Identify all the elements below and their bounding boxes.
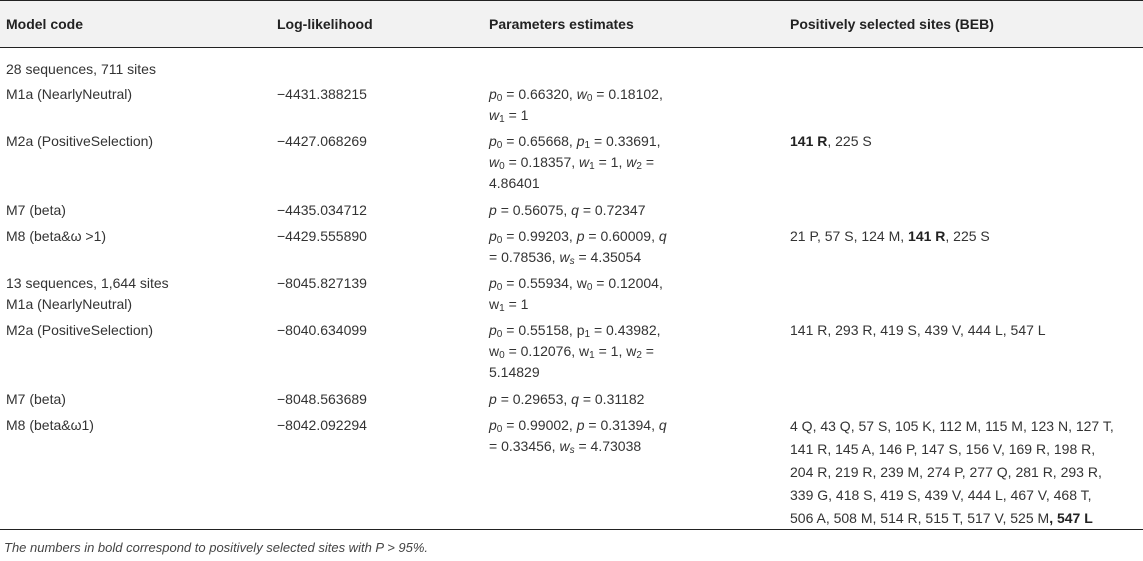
table-cell-ll: −4435.034712 bbox=[277, 202, 367, 218]
table-cell-params: $p_0 = 0.99002$, p = 0.31394, q = 0.33456, $w_s = 4.73038$ bbox=[489, 417, 667, 456]
table-cell-sites: 141 R, 293 R, 419 S, 439 V, 444 L, 547 L bbox=[790, 322, 1046, 338]
table-cell-model: M8 (beta&ω1) bbox=[6, 417, 94, 433]
table-cell-params: p = 0.56075, q = 0.72347 bbox=[489, 202, 646, 218]
header-sites: Positively selected sites (BEB) bbox=[790, 16, 994, 32]
table-cell-ll: −8045.827139 bbox=[277, 275, 367, 291]
header-model-code: Model code bbox=[6, 16, 84, 32]
group-label: 13 sequences, 1,644 sites bbox=[6, 275, 169, 291]
table-cell-ll: −8048.563689 bbox=[277, 391, 367, 407]
header-log-likelihood: Log-likelihood bbox=[277, 16, 373, 32]
table-cell-sites: 21 P, 57 S, 124 M, 141 R, 225 S bbox=[790, 228, 990, 244]
table-bottom-rule bbox=[0, 529, 1143, 530]
table-cell-model: M7 (beta) bbox=[6, 202, 66, 218]
table-header bbox=[0, 0, 1143, 48]
table-cell-ll: −8042.092294 bbox=[277, 417, 367, 433]
table-cell-ll: −8040.634099 bbox=[277, 322, 367, 338]
table-cell-model: M2a (PositiveSelection) bbox=[6, 322, 154, 338]
group-label: 28 sequences, 711 sites bbox=[6, 61, 156, 77]
table-cell-model: M1a (NearlyNeutral) bbox=[6, 86, 133, 102]
table-cell-params: p = 0.29653, q = 0.31182 bbox=[489, 391, 645, 407]
table-cell-params: $p_0 = 0.55934$, $w_0 = 0.12004$, $w_1 = 1$ bbox=[489, 275, 663, 314]
table-cell-ll: −4429.555890 bbox=[277, 228, 367, 244]
table-footnote: The numbers in bold correspond to positively selected sites with P > 95%. bbox=[4, 540, 429, 555]
table-cell-params: $p_0 = 0.55158$, $p_1 = 0.43982$, $w_0 = 0.12076$, $w_1 = 1$, $w_2$ = 5.14829 bbox=[489, 322, 661, 380]
table-cell-ll: −4431.388215 bbox=[277, 86, 367, 102]
table-cell-model: M8 (beta&ω >1) bbox=[6, 228, 107, 244]
table-cell-model: M2a (PositiveSelection) bbox=[6, 133, 154, 149]
table-cell-sites: 4 Q, 43 Q, 57 S, 105 K, 112 M, 115 M, 123 N, 127 T, 141 R, 145 A, 146 P, 147 S, 156 V, 169 R, 198 R, 204 R, 219 R, 239 M, 274 P, 277 Q, 281 R, 293 R, 339 G, 418 S, 419 S, 439 V, 444 L, 467 V, 468 T, 506 A, 508 M, 514 R, 515 T, 517 V, 525 M, 547 L bbox=[790, 418, 1114, 526]
table-cell-ll: −4427.068269 bbox=[277, 133, 367, 149]
table-cell-sites: 141 R, 225 S bbox=[790, 133, 872, 149]
table-cell-params: $p_0 = 0.66320$, $w_0 = 0.18102$, $w_1 = 1$ bbox=[489, 86, 663, 125]
table-cell-params: $p_0 = 0.99203$, p = 0.60009, q = 0.78536, $w_s = 4.35054$ bbox=[489, 228, 667, 267]
header-parameters: Parameters estimates bbox=[489, 16, 634, 32]
table-cell-params: $p_0 = 0.65668$, $p_1 = 0.33691$, $w_0 = 0.18357$, $w_1 = 1$, $w_2$ = 4.86401 bbox=[489, 133, 661, 191]
table-cell-model: M7 (beta) bbox=[6, 391, 66, 407]
table-cell-model: M1a (NearlyNeutral) bbox=[6, 296, 133, 312]
